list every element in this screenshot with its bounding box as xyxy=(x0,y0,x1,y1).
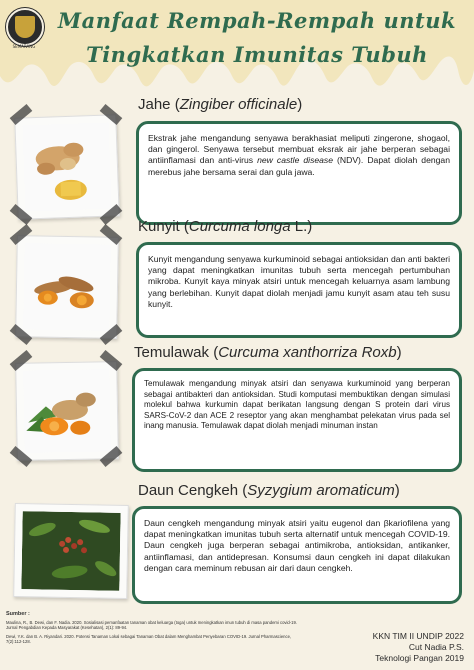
temulawak-photo-frame xyxy=(15,361,119,461)
common-name: Jahe xyxy=(138,96,171,113)
scientific-name: Curcuma xanthorriza Roxb xyxy=(218,344,397,361)
info-card-kunyit: Kunyit mengandung senyawa kurkuminoid sebagai antioksidan dan anti bakteri yang dapat meningkatkan imunitas tubuh serta mencegah pertumbuhan mikroba. Kunyit kaya minyak atsiri untuk mencegah keluarnya asam lambung yang berlebihan. Kunyit dapat diolah menjadi jamu kunyit asam atau teh susu kunyit. xyxy=(136,242,462,338)
common-name: Kunyit xyxy=(138,218,180,235)
turmeric-photo-frame xyxy=(15,235,119,339)
info-card-daun-cengkeh: Daun cengkeh mengandung minyak atsiri yaitu eugenol dan βkariofilena yang dapat meningkatkan imunitas tubuh serta alternatif untuk mencegah COVID-19. Daun cengkeh juga berperan sebagai antimikroba, antioksidan, antikanker, antiinflamasi, dan antidepresan. Konsumsi daun cengkeh ini dapat dilakukan dengan cara meminum rebusan air dari daun cengkeh. xyxy=(132,506,462,604)
common-name: Temulawak xyxy=(134,344,210,361)
temulawak-photo xyxy=(23,369,110,452)
ginger-photo-frame xyxy=(14,114,119,219)
references xyxy=(6,612,306,645)
section-title-jahe: Jahe (Zingiber officinale) xyxy=(138,96,303,113)
section-title-kunyit: Kunyit (Curcuma longa L.) xyxy=(138,218,313,235)
common-name: Daun Cengkeh xyxy=(138,482,239,499)
references-label: Sumber : xyxy=(6,611,30,617)
info-card-temulawak: Temulawak mengandung minyak atsiri dan senyawa kurkuminoid yang berperan sebagai antibakteri dan antioksidan. Studi komputasi membuktikan dengan simulasi molekul bahwa kurkumin dapat berikatan langsung dengan S protein dari virus SARS-CoV-2 dan ACE 2 reseptor yang akan menghambat pelekatan virus pada sel inang manusia. Temulawak dapat diolah menjadi minuman instan xyxy=(132,368,462,472)
name-suffix: L. xyxy=(290,218,308,235)
ginger-photo xyxy=(23,123,112,212)
credit-author: Cut Nadia P.S. xyxy=(408,642,464,652)
scientific-name: Syzygium aromaticum xyxy=(247,482,395,499)
section-title-daun-cengkeh: Daun Cengkeh (Syzygium aromaticum) xyxy=(138,482,400,499)
info-card-jahe: Ekstrak jahe mengandung senyawa berakhasiat meliputi zingerone, shogaol, dan gingerol. Senyawa tersebut membuat eksrak air jahe berperan sebagai antiinflamasi dan anti-virus new castle disease (NDV). Dapat diolah dengan merebus jahe bersama serai dan gula jawa. xyxy=(136,121,462,225)
turmeric-photo xyxy=(23,243,110,330)
scientific-name: Zingiber officinale xyxy=(179,96,298,113)
credit-program: KKN TIM II UNDIP 2022 xyxy=(372,631,464,641)
page-title-line1: Manfaat Rempah-Rempah untuk xyxy=(57,8,457,33)
credit-block xyxy=(344,631,464,664)
reference-item: Dewi, Y.K. dan B. A. Riyandari. 2020. Potensi Tanaman Lokal sebagai Tanaman Obat dalam Menghambat Penyebaran COVID-19. Jurnal Pharmascience, 7(2):112-128. xyxy=(6,633,292,645)
clove-leaves-photo-frame xyxy=(13,503,129,599)
reference-item: Maulina, R., B. Dewi, dan F. Nadia. 2020. Sosialisasi pemanfaatan tanaman obat keluarga (toga) untuk meningkatkan imun tubuh di masa pandemi covid-19. Jurnal Pengabdian Kepada Masyarakat (Kesehatan), 2(1): 89-94. xyxy=(6,619,297,631)
page-title-line2: Tingkatkan Imunitas Tubuh xyxy=(86,42,428,67)
logo-caption: SEMARANG xyxy=(12,44,36,49)
university-logo xyxy=(6,8,44,46)
section-title-temulawak: Temulawak (Curcuma xanthorriza Roxb) xyxy=(134,344,402,361)
clove-leaves-photo xyxy=(21,511,120,591)
scientific-name: Curcuma longa xyxy=(188,218,291,235)
credit-major: Teknologi Pangan 2019 xyxy=(375,653,464,663)
